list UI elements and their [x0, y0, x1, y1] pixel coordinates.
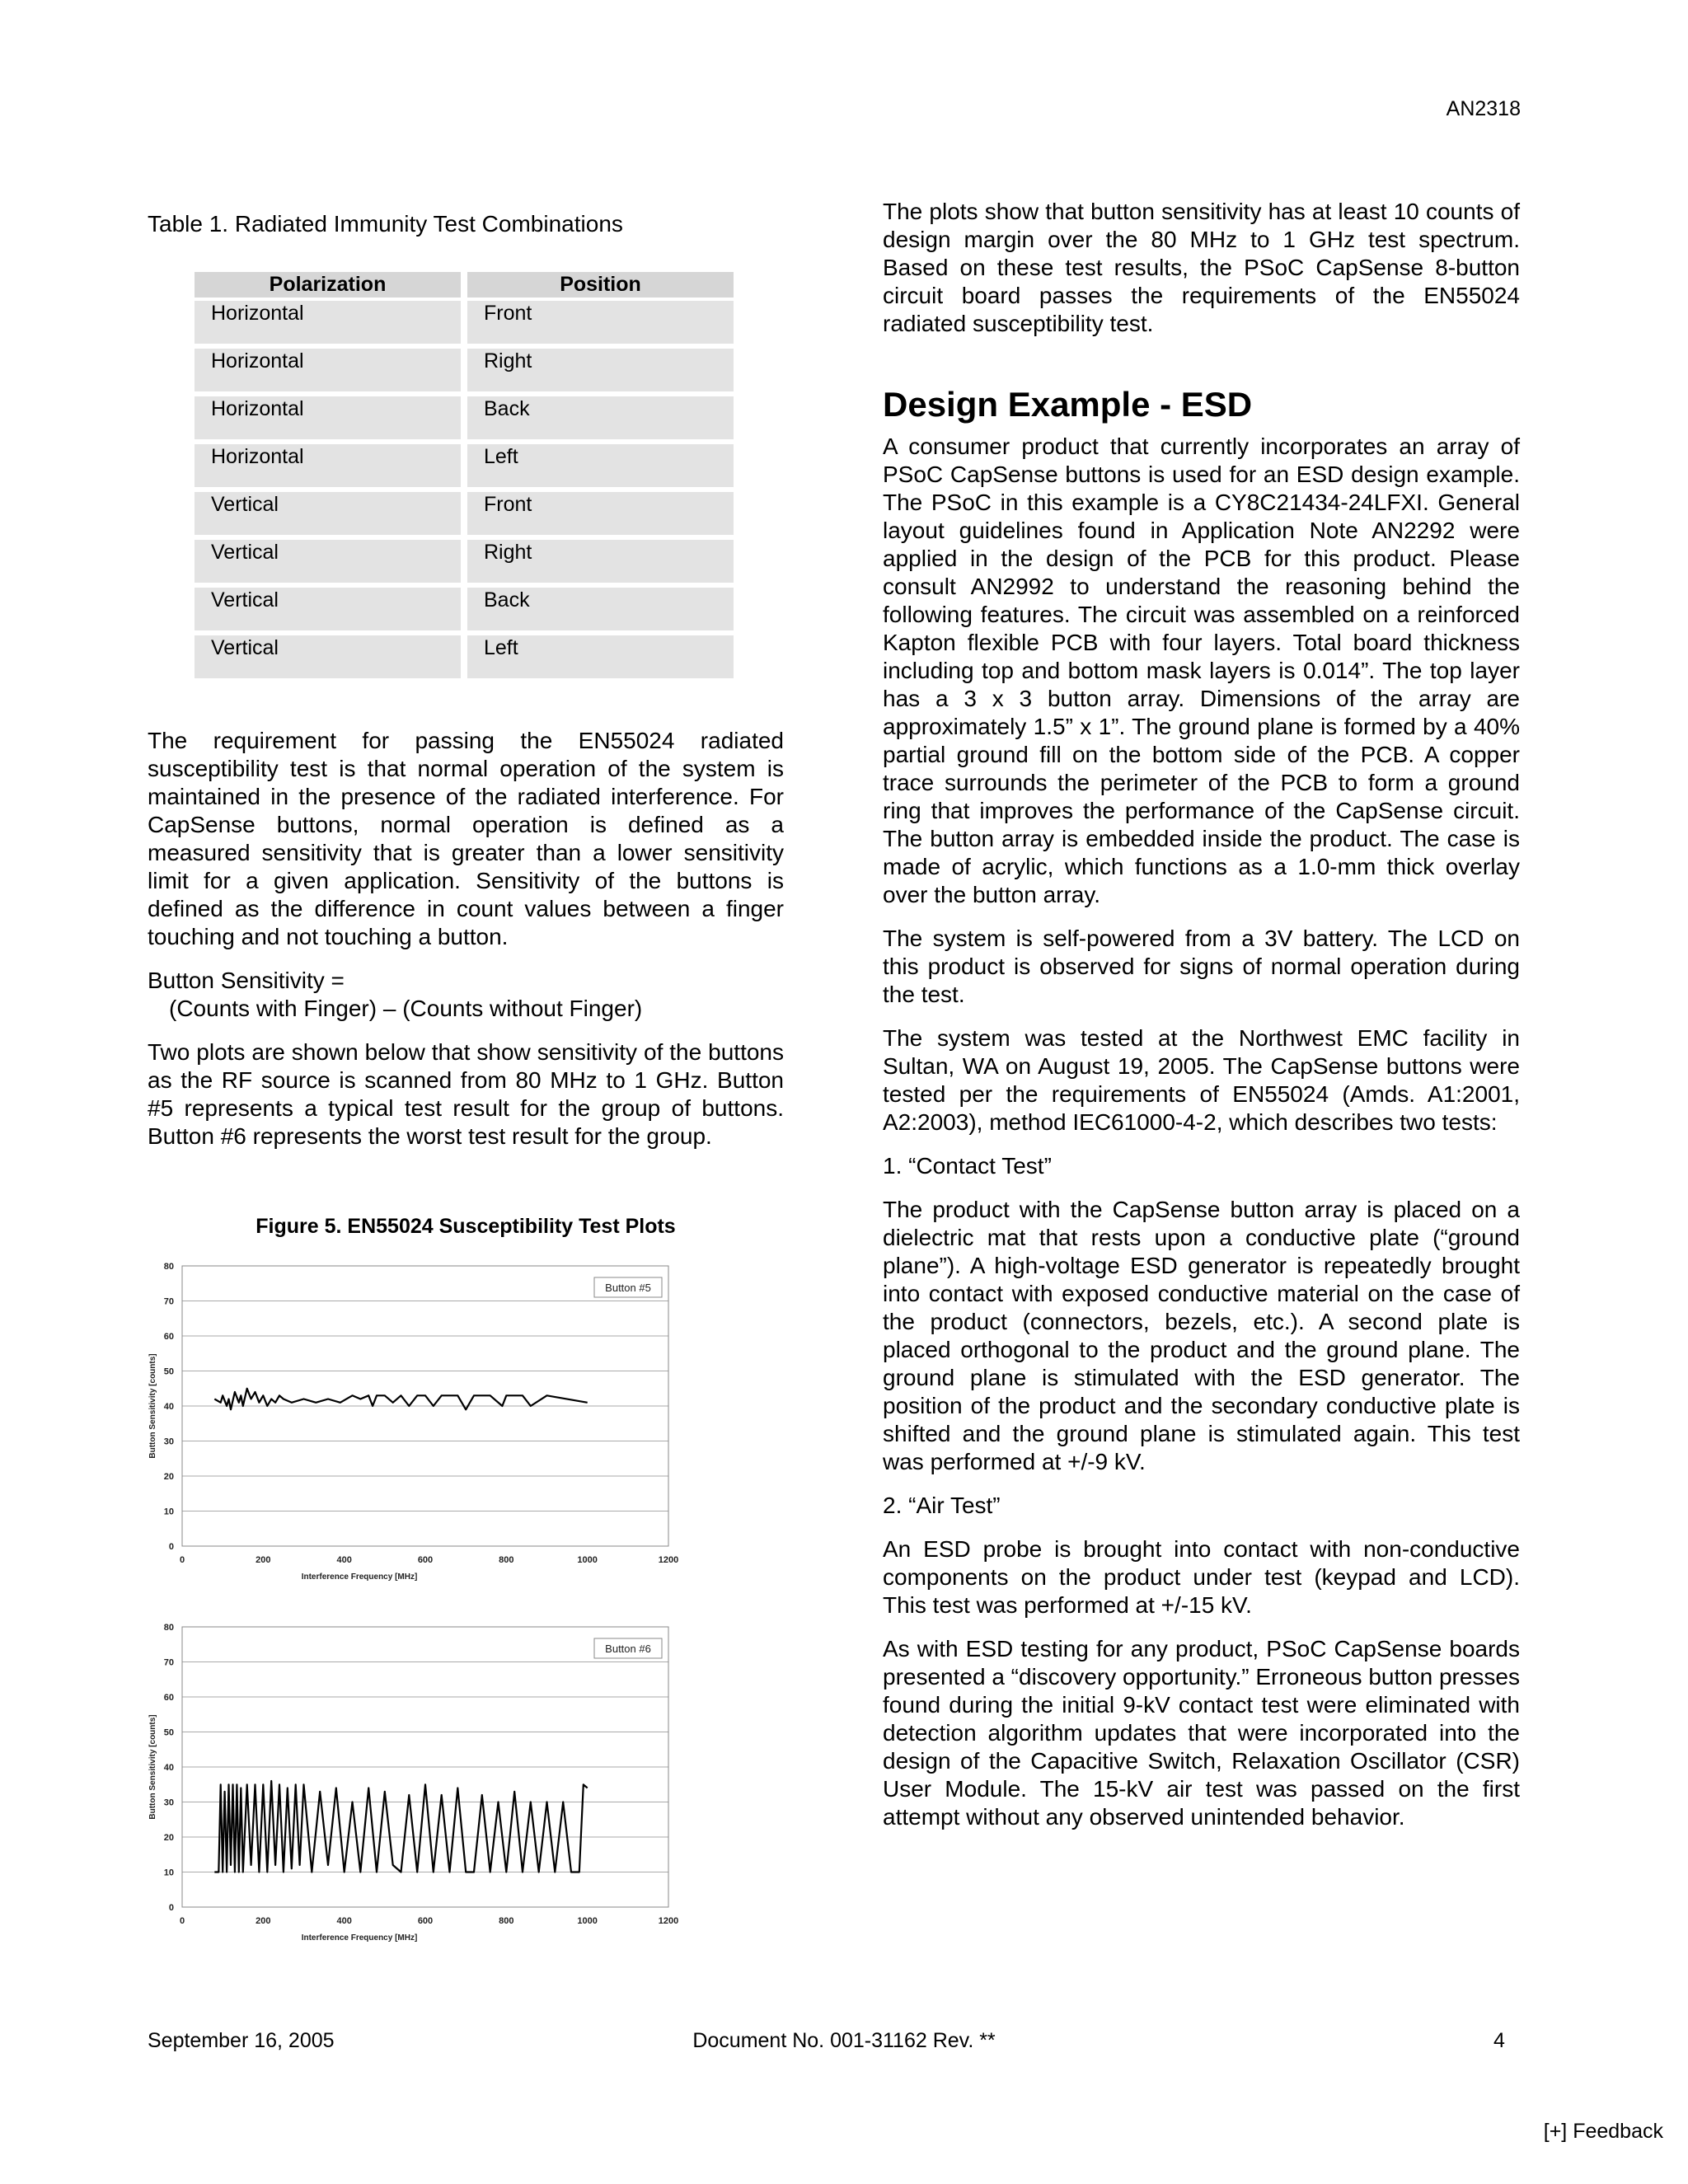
y-tick-label: 80 [163, 1262, 174, 1272]
x-axis-label: Interference Frequency [MHz] [301, 1933, 418, 1943]
table-cell: Front [467, 301, 734, 344]
x-tick-label: 400 [336, 1555, 352, 1565]
table-row [195, 444, 734, 487]
plots-intro-paragraph: Two plots are shown below that show sensitivity of the buttons as the RF source is scanned from 80 MHz to 1 GHz. Button #5 represents a typical test result for the group of buttons. Button #6 represents the worst test result for the group. [148, 1039, 784, 1149]
figure-caption: Figure 5. EN55024 Susceptibility Test Plots [256, 1215, 676, 1238]
table-cell: Horizontal [195, 396, 461, 439]
table-header-row [195, 272, 734, 298]
table-caption-text: Table 1. Radiated Immunity Test Combinations [148, 211, 623, 237]
x-tick-label: 1000 [577, 1555, 598, 1565]
column-header-polarization: Polarization [195, 272, 461, 298]
y-tick-label: 20 [163, 1833, 174, 1843]
table-row [195, 349, 734, 391]
formula-line-2: (Counts with Finger) – (Counts without Finger) [169, 996, 643, 1021]
x-tick-label: 0 [179, 1555, 185, 1565]
x-tick-label: 200 [256, 1916, 271, 1926]
air-test-label: 2. “Air Test” [883, 1493, 1001, 1518]
table-caption [148, 210, 623, 238]
radiated-immunity-table [195, 272, 734, 683]
table-cell: Vertical [195, 635, 461, 678]
y-tick-label: 50 [163, 1366, 174, 1377]
table-cell: Left [467, 444, 734, 487]
right-text-block [883, 198, 1520, 1847]
contact-test-paragraph: The product with the CapSense button array is placed on a dielectric mat that rests upon a conductive plate (“ground plane”). A high-voltage ESD generator is repeatedly brought into contact with exposed conductive material on the case of the product (connectors, bezels, etc.). A second plate is placed orthogonal to the product and the ground plane. The ground plane is stimulated with the ESD generator. The position of the product and the secondary conductive plate is shifted and the ground plane is stimulated again. This test was performed at +/-9 kV. [883, 1197, 1520, 1474]
table-cell: Front [467, 492, 734, 535]
table-row [195, 588, 734, 630]
y-axis-label: Button Sensitivity [counts] [148, 1353, 157, 1459]
x-tick-label: 600 [417, 1916, 434, 1926]
x-tick-label: 400 [336, 1916, 352, 1926]
button5-chart [145, 1253, 689, 1599]
x-tick-label: 600 [417, 1555, 434, 1565]
button5-chart-svg [145, 1253, 689, 1599]
table-row [195, 301, 734, 344]
table-cell: Left [467, 635, 734, 678]
esd-example-paragraph: A consumer product that currently incorporates an array of PSoC CapSense buttons is used for an ESD design example. The PSoC in this example is a CY8C21434-24LFXI. General layout guidelines found in Application Note AN2292 were applied in the design of the PCB for this product. Please consult AN2992 to understand the reasoning behind the following features. The circuit was assembled on a reinforced Kapton flexible PCB with four layers. Total board thickness including top and bottom mask layers is 0.014”. The top layer has a 3 x 3 button array. Dimensions of the array are approximately 1.5” x 1”. The ground plane is formed by a 40% partial ground fill on the bottom side of the PCB. A copper trace surrounds the perimeter of the PCB to form a ground ring that improves the performance of the CapSense circuit. The button array is embedded inside the product. The case is made of acrylic, which functions as a 1.0-mm thick overlay over the button array. [883, 434, 1520, 907]
button6-chart [145, 1614, 689, 1960]
x-tick-label: 1000 [577, 1916, 598, 1926]
x-tick-label: 0 [179, 1916, 185, 1926]
legend-label: Button #5 [605, 1282, 651, 1294]
y-tick-label: 30 [163, 1797, 174, 1808]
y-tick-label: 0 [168, 1903, 174, 1913]
y-tick-label: 60 [163, 1332, 174, 1342]
x-tick-label: 200 [256, 1555, 271, 1565]
battery-paragraph: The system is self-powered from a 3V battery. The LCD on this product is observed for signs of normal operation during the test. [883, 926, 1520, 1007]
table-cell: Right [467, 540, 734, 583]
footer-date: September 16, 2005 [148, 2029, 335, 2052]
left-text-block [148, 727, 784, 1166]
y-tick-label: 60 [163, 1693, 174, 1703]
document-id-header: AN2318 [1446, 97, 1521, 120]
table-cell: Horizontal [195, 301, 461, 344]
table-cell: Back [467, 396, 734, 439]
table-row [195, 492, 734, 535]
y-tick-label: 10 [163, 1507, 174, 1517]
x-tick-label: 1200 [658, 1916, 679, 1926]
y-tick-label: 70 [163, 1296, 174, 1307]
x-tick-label: 800 [499, 1916, 514, 1926]
table-cell: Horizontal [195, 444, 461, 487]
test-facility-paragraph: The system was tested at the Northwest EMC facility in Sultan, WA on August 19, 2005. The CapSense buttons were tested per the requirements of EN55024 (Amds. A1:2001, A2:2003), method IEC61000-4-2, which describes two tests: [883, 1025, 1520, 1135]
y-axis-label: Button Sensitivity [counts] [148, 1714, 157, 1820]
y-tick-label: 10 [163, 1868, 174, 1878]
section-heading: Design Example - ESD [883, 385, 1253, 424]
footer-doc-number: Document No. 001-31162 Rev. ** [692, 2029, 996, 2052]
y-tick-label: 20 [163, 1472, 174, 1482]
y-tick-label: 0 [168, 1542, 174, 1552]
table-row [195, 540, 734, 583]
requirement-paragraph: The requirement for passing the EN55024 radiated susceptibility test is that normal operation of the system is maintained in the presence of the radiated interference. For CapSense buttons, normal operation is defined as a measured sensitivity that is greater than a lower sensitivity limit for a given application. Sensitivity of the buttons is defined as the difference in count values between a finger touching and not touching a button. [148, 728, 784, 949]
contact-test-label: 1. “Contact Test” [883, 1153, 1052, 1179]
table-cell: Right [467, 349, 734, 391]
x-tick-label: 800 [499, 1555, 514, 1565]
table-cell: Vertical [195, 588, 461, 630]
y-tick-label: 70 [163, 1657, 174, 1668]
table-row [195, 635, 734, 678]
y-tick-label: 80 [163, 1623, 174, 1633]
series-line [214, 1781, 587, 1872]
footer-page-number: 4 [1493, 2029, 1505, 2052]
table-cell: Vertical [195, 492, 461, 535]
discovery-paragraph: As with ESD testing for any product, PSoC CapSense boards presented a “discovery opportunity.” Erroneous button presses found during the initial 9-kV contact test were eliminated with detection algorithm updates that were incorporated into the design of the Capacitive Switch, Relaxation Oscillator (CSR) User Module. The 15-kV air test was passed on the first attempt without any observed unintended behavior. [883, 1636, 1521, 1830]
table-cell: Vertical [195, 540, 461, 583]
table-cell: Back [467, 588, 734, 630]
formula-line-1: Button Sensitivity = [148, 968, 345, 993]
x-axis-label: Interference Frequency [MHz] [301, 1572, 418, 1582]
y-tick-label: 40 [163, 1763, 174, 1773]
x-tick-label: 1200 [658, 1555, 679, 1565]
table-cell: Horizontal [195, 349, 461, 391]
legend-label: Button #6 [605, 1643, 651, 1655]
y-tick-label: 40 [163, 1402, 174, 1412]
y-tick-label: 50 [163, 1727, 174, 1738]
plots-conclusion-paragraph: The plots show that button sensitivity has at least 10 counts of design margin over the 80 MHz to 1 GHz test spectrum. Based on these test results, the PSoC CapSense 8-button circuit board passes the requirements of the EN55024 radiated susceptibility test. [883, 199, 1520, 336]
feedback-link[interactable]: [+] Feedback [1543, 2120, 1663, 2143]
air-test-paragraph: An ESD probe is brought into contact with non-conductive components on the product under test (keypad and LCD). This test was performed at +/-15 kV. [883, 1536, 1520, 1618]
column-header-position: Position [467, 272, 734, 298]
button6-chart-svg [145, 1614, 689, 1960]
y-tick-label: 30 [163, 1436, 174, 1447]
table-row [195, 396, 734, 439]
